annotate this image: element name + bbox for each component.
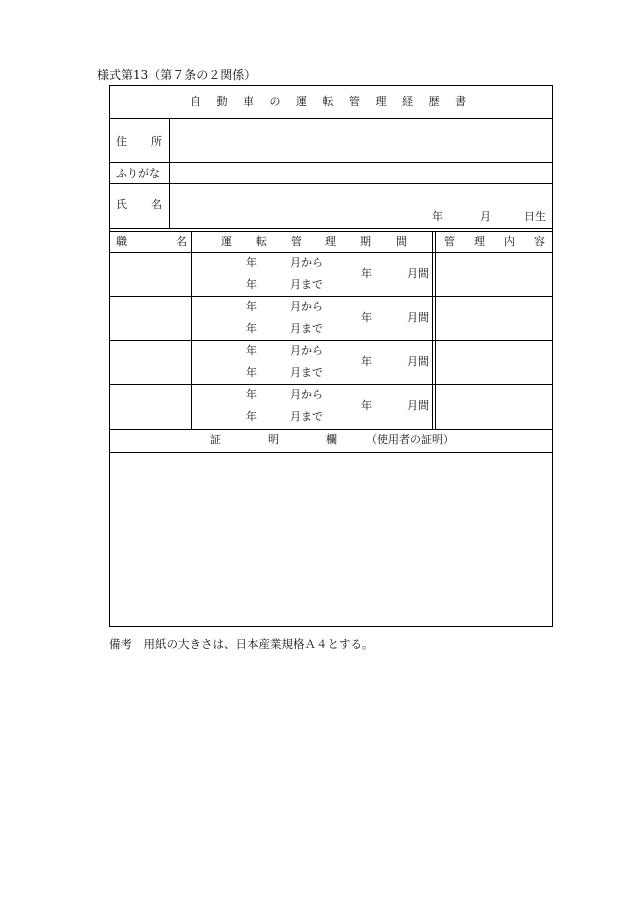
name-label-2: 名 <box>151 198 162 211</box>
content-header-2: 理 <box>474 235 485 248</box>
divider <box>110 162 552 163</box>
divider <box>110 429 552 430</box>
birth-day-label: 日生 <box>524 210 546 223</box>
form-number: 様式第13（第７条の２関係） <box>97 68 257 82</box>
period-header-4: 理 <box>325 235 336 248</box>
divider <box>110 252 552 253</box>
row1-to-month: 月まで <box>290 278 323 291</box>
row4-to-month: 月まで <box>290 410 323 423</box>
row2-duration-month: 月間 <box>407 311 429 324</box>
form-frame <box>109 85 553 627</box>
divider <box>110 183 552 184</box>
period-header-1: 運 <box>221 235 232 248</box>
row1-duration-month: 月間 <box>407 267 429 280</box>
divider <box>110 340 552 341</box>
row2-to-year: 年 <box>246 322 257 335</box>
certificate-label-4: （使用者の証明） <box>366 433 454 446</box>
row1-duration-year: 年 <box>361 267 372 280</box>
divider <box>110 118 552 119</box>
column-divider <box>432 231 433 429</box>
content-header-4: 容 <box>534 235 545 248</box>
period-header-6: 間 <box>396 235 407 248</box>
row4-to-year: 年 <box>246 410 257 423</box>
address-label-1: 住 <box>116 135 127 148</box>
period-header-2: 転 <box>256 235 267 248</box>
job-header-2: 名 <box>176 235 187 248</box>
column-divider <box>191 231 192 429</box>
row3-from-year: 年 <box>246 344 257 357</box>
content-header-1: 管 <box>444 235 455 248</box>
row3-to-month: 月まで <box>290 366 323 379</box>
column-divider <box>435 231 436 429</box>
row4-from-year: 年 <box>246 388 257 401</box>
row3-duration-month: 月間 <box>407 355 429 368</box>
row2-from-year: 年 <box>246 300 257 313</box>
row3-from-month: 月から <box>290 344 323 357</box>
name-label-1: 氏 <box>116 198 127 211</box>
row2-from-month: 月から <box>290 300 323 313</box>
row1-to-year: 年 <box>246 278 257 291</box>
remarks-note: 備考 用紙の大きさは、日本産業規格Ａ４とする。 <box>109 637 374 651</box>
label-divider <box>169 118 170 228</box>
address-label-2: 所 <box>151 135 162 148</box>
row4-duration-year: 年 <box>361 399 372 412</box>
divider <box>110 228 552 229</box>
certificate-label-1: 証 <box>210 433 221 446</box>
period-header-3: 管 <box>291 235 302 248</box>
row1-from-year: 年 <box>246 256 257 269</box>
row4-from-month: 月から <box>290 388 323 401</box>
job-header-1: 職 <box>116 235 127 248</box>
divider <box>110 296 552 297</box>
form-title: 自 動 車 の 運 転 管 理 経 歴 書 <box>190 95 472 108</box>
certificate-label-2: 明 <box>268 433 279 446</box>
certificate-label-3: 欄 <box>326 433 337 446</box>
furigana-label: ふりがな <box>116 167 160 180</box>
row3-duration-year: 年 <box>361 355 372 368</box>
divider <box>110 384 552 385</box>
birth-month-label: 月 <box>480 210 491 223</box>
birth-year-label: 年 <box>432 210 443 223</box>
row2-to-month: 月まで <box>290 322 323 335</box>
period-header-5: 期 <box>360 235 371 248</box>
row3-to-year: 年 <box>246 366 257 379</box>
content-header-3: 内 <box>504 235 515 248</box>
row4-duration-month: 月間 <box>407 399 429 412</box>
row2-duration-year: 年 <box>361 311 372 324</box>
row1-from-month: 月から <box>290 256 323 269</box>
divider <box>110 452 552 453</box>
divider <box>110 231 552 232</box>
